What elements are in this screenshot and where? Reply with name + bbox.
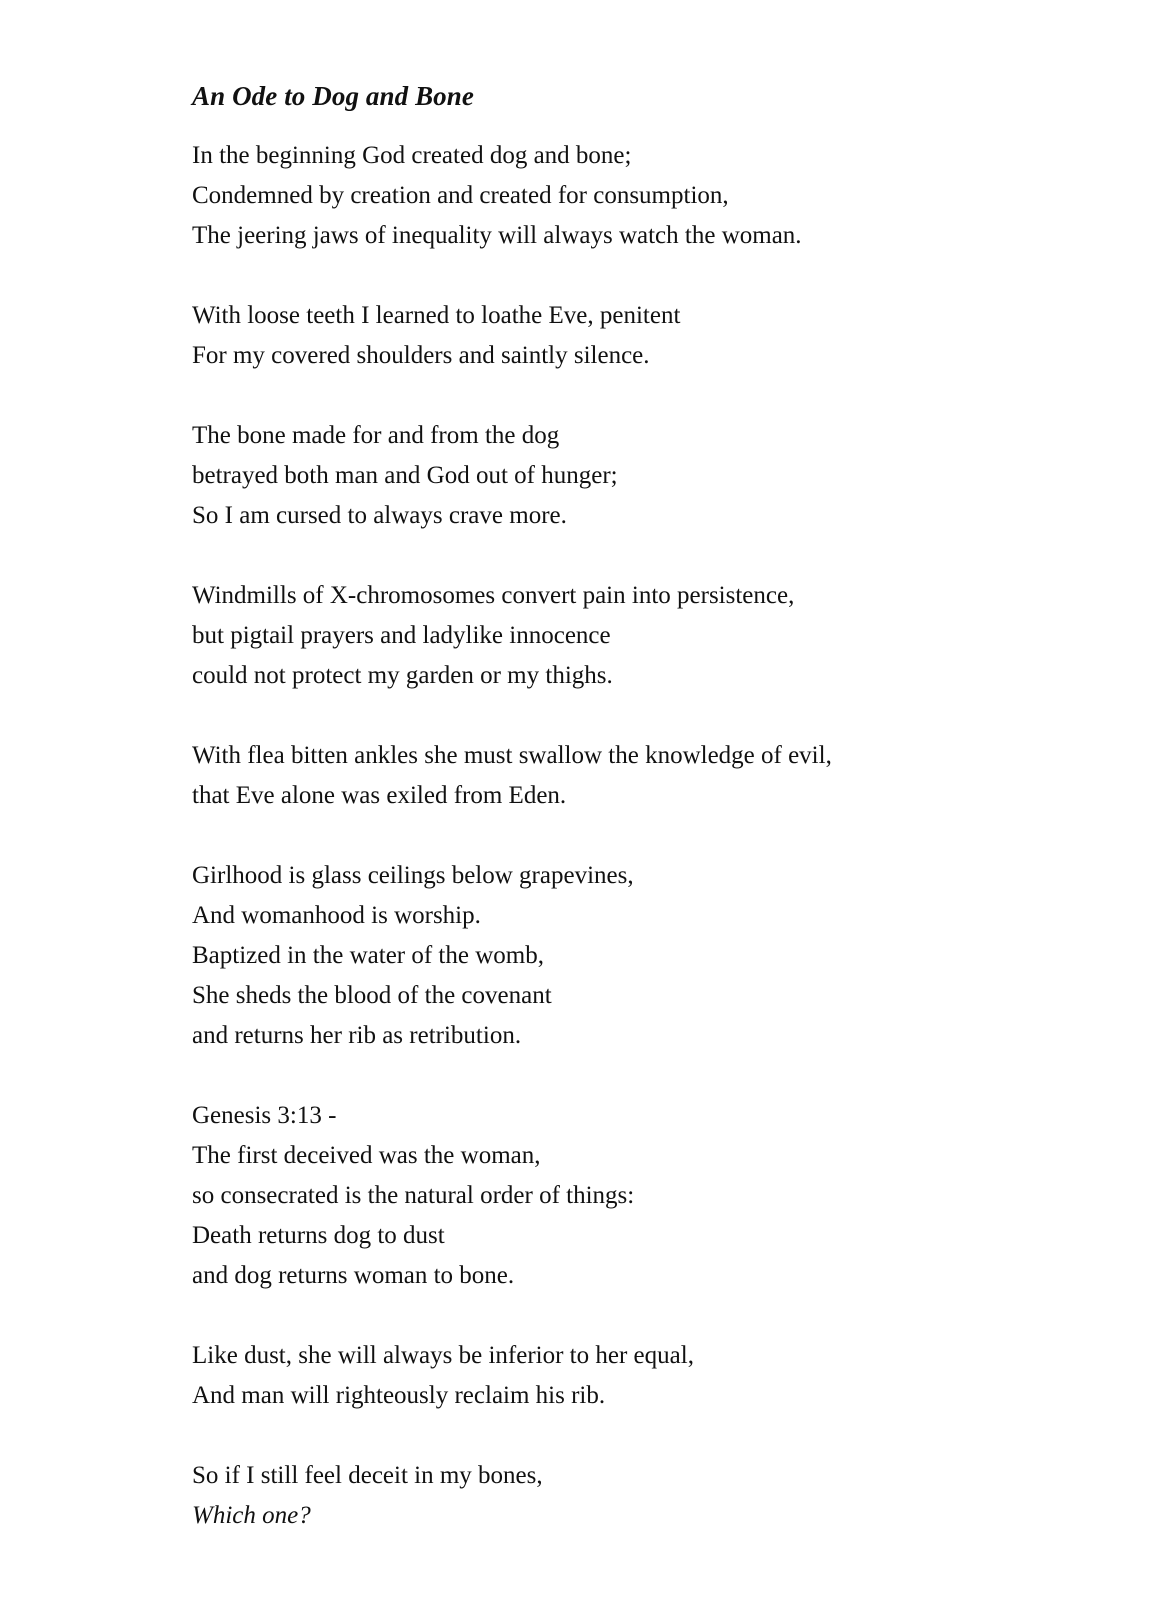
poem-line: So if I still feel deceit in my bones, bbox=[192, 1462, 543, 1489]
poem-line: Like dust, she will always be inferior to her equal, bbox=[192, 1342, 694, 1369]
closing-question: Which one? bbox=[192, 1502, 311, 1529]
poem-line: The bone made for and from the dog bbox=[192, 422, 560, 449]
poem-line: Condemned by creation and created for consumption, bbox=[192, 182, 729, 209]
poem-line: and returns her rib as retribution. bbox=[192, 1022, 522, 1049]
poem-line: so consecrated is the natural order of things: bbox=[192, 1182, 635, 1209]
poem-line: The jeering jaws of inequality will always watch the woman. bbox=[192, 222, 802, 249]
stanza-2 bbox=[192, 296, 1092, 376]
poem-line: The first deceived was the woman, bbox=[192, 1142, 541, 1169]
stanza-4 bbox=[192, 576, 1092, 696]
poem-line: and dog returns woman to bone. bbox=[192, 1262, 515, 1289]
stanza-9 bbox=[192, 1456, 1092, 1536]
poem-line: could not protect my garden or my thighs. bbox=[192, 662, 613, 689]
poem-line: In the beginning God created dog and bone; bbox=[192, 142, 632, 169]
poem-line: betrayed both man and God out of hunger; bbox=[192, 462, 618, 489]
poem-line: that Eve alone was exiled from Eden. bbox=[192, 782, 567, 809]
poem-line: For my covered shoulders and saintly silence. bbox=[192, 342, 650, 369]
poem-line: but pigtail prayers and ladylike innocence bbox=[192, 622, 611, 649]
stanza-5 bbox=[192, 736, 1092, 816]
poem-line: So I am cursed to always crave more. bbox=[192, 502, 567, 529]
poem-line: And womanhood is worship. bbox=[192, 902, 481, 929]
scripture-reference: Genesis 3:13 - bbox=[192, 1102, 337, 1129]
poem-line: Baptized in the water of the womb, bbox=[192, 942, 544, 969]
stanza-3 bbox=[192, 416, 1092, 536]
poem-line: And man will righteously reclaim his rib. bbox=[192, 1382, 606, 1409]
poem-page bbox=[192, 78, 1092, 1576]
poem-line: Windmills of X-chromosomes convert pain into persistence, bbox=[192, 582, 795, 609]
poem-line: With flea bitten ankles she must swallow the knowledge of evil, bbox=[192, 742, 832, 769]
stanza-6 bbox=[192, 856, 1092, 1056]
poem-line: Girlhood is glass ceilings below grapevines, bbox=[192, 862, 634, 889]
stanza-1 bbox=[192, 136, 1092, 256]
stanza-8 bbox=[192, 1336, 1092, 1416]
poem-title: An Ode to Dog and Bone bbox=[192, 81, 474, 111]
stanza-7 bbox=[192, 1096, 1092, 1296]
poem-line: With loose teeth I learned to loathe Eve, penitent bbox=[192, 302, 681, 329]
poem-line: Death returns dog to dust bbox=[192, 1222, 445, 1249]
poem-line: She sheds the blood of the covenant bbox=[192, 982, 552, 1009]
